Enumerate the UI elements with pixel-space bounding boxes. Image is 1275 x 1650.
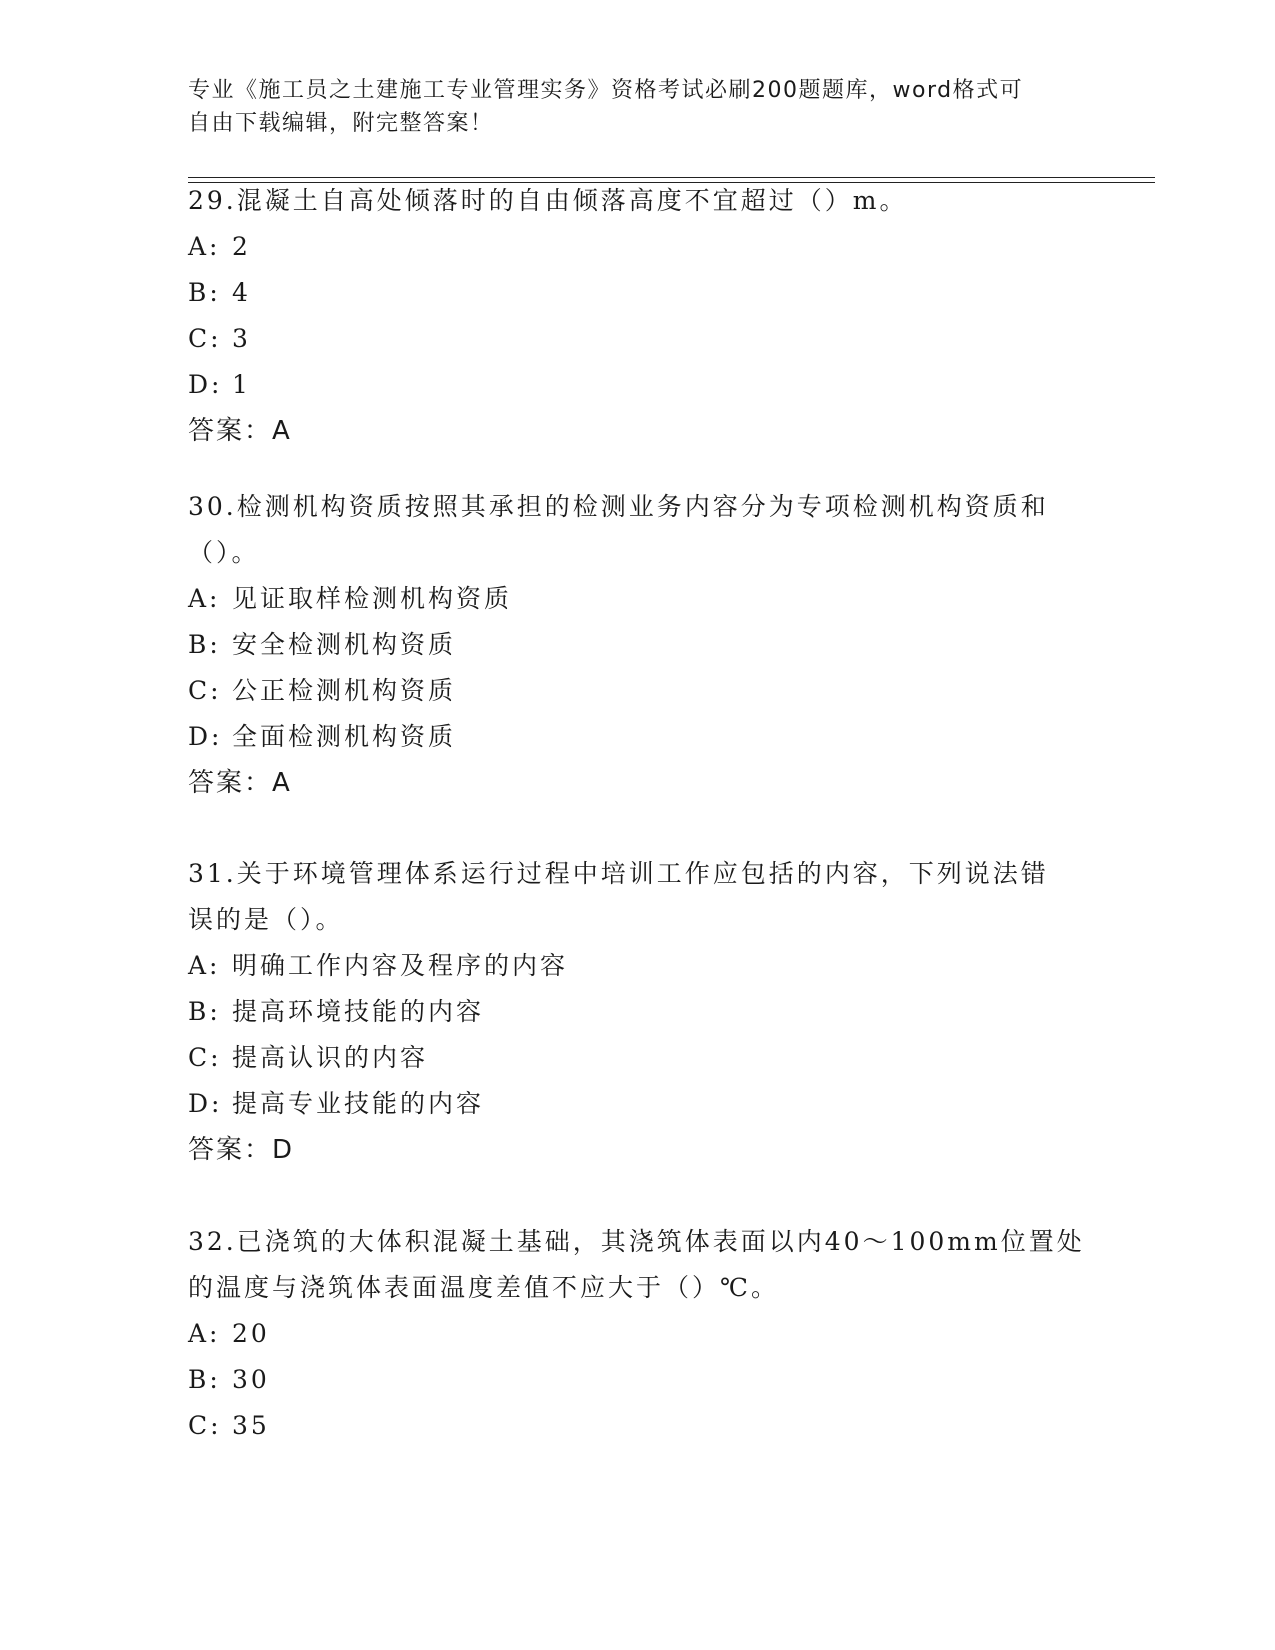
option-key: A: [188, 1319, 221, 1348]
option-text: 安全检测机构资质 [232, 630, 457, 659]
option-text: 提高环境技能的内容 [232, 997, 485, 1026]
question-30 [188, 484, 1088, 806]
option-text: 3 [232, 324, 251, 353]
option-text: 全面检测机构资质 [232, 722, 457, 751]
option-text: 公正检测机构资质 [232, 676, 457, 705]
option-b [188, 270, 1088, 316]
option-key: A: [188, 584, 221, 613]
question-stem: 30.检测机构资质按照其承担的检测业务内容分为专项检测机构资质和 [188, 492, 1049, 521]
answer-line: 答案：A [188, 768, 292, 798]
option-key: A: [188, 951, 221, 980]
option-b [188, 622, 1088, 668]
answer-line: 答案：A [188, 416, 292, 446]
option-b [188, 989, 1088, 1035]
option-text: 见证取样检测机构资质 [232, 584, 513, 613]
question-stem: 32.已浇筑的大体积混凝土基础，其浇筑体表面以内40～100mm位置处 [188, 1227, 1085, 1256]
option-key: B: [188, 997, 221, 1026]
option-d [188, 714, 1088, 760]
option-key: D: [188, 370, 223, 399]
option-text: 提高认识的内容 [232, 1043, 429, 1072]
option-text: 1 [232, 370, 251, 399]
question-stem: 31.关于环境管理体系运行过程中培训工作应包括的内容，下列说法错 [188, 859, 1049, 888]
option-c [188, 1403, 1088, 1449]
option-d [188, 362, 1088, 408]
option-text: 20 [232, 1319, 270, 1348]
option-a [188, 1311, 1088, 1357]
question-stem: 29.混凝土自高处倾落时的自由倾落高度不宜超过（）m。 [188, 186, 908, 215]
option-key: B: [188, 1365, 221, 1394]
option-text: 提高专业技能的内容 [232, 1089, 485, 1118]
option-key: D: [188, 1089, 223, 1118]
question-stem-continued: 的温度与浇筑体表面温度差值不应大于（）℃。 [188, 1273, 779, 1302]
option-text: 2 [232, 232, 251, 261]
option-c [188, 316, 1088, 362]
option-key: C: [188, 1411, 222, 1440]
option-a [188, 576, 1088, 622]
option-text: 明确工作内容及程序的内容 [232, 951, 569, 980]
question-stem-continued: 误的是（）。 [188, 905, 344, 934]
option-c [188, 668, 1088, 714]
option-a [188, 224, 1088, 270]
question-31 [188, 851, 1088, 1173]
option-text: 30 [232, 1365, 270, 1394]
option-text: 4 [232, 278, 251, 307]
document-header [188, 74, 1068, 140]
option-key: A: [188, 232, 221, 261]
option-key: D: [188, 722, 223, 751]
option-key: B: [188, 630, 221, 659]
option-key: B: [188, 278, 221, 307]
header-line-1: 专业《施工员之土建施工专业管理实务》资格考试必刷200题题库，word格式可 [188, 78, 1024, 103]
option-key: C: [188, 324, 222, 353]
option-b [188, 1357, 1088, 1403]
option-text: 35 [232, 1411, 270, 1440]
option-c [188, 1035, 1088, 1081]
question-stem-continued: （）。 [188, 538, 260, 567]
header-line-2: 自由下载编辑，附完整答案！ [188, 111, 494, 136]
question-32 [188, 1219, 1088, 1449]
option-d [188, 1081, 1088, 1127]
option-key: C: [188, 1043, 222, 1072]
question-29 [188, 178, 1088, 454]
option-a [188, 943, 1088, 989]
option-key: C: [188, 676, 222, 705]
answer-line: 答案：D [188, 1135, 295, 1165]
